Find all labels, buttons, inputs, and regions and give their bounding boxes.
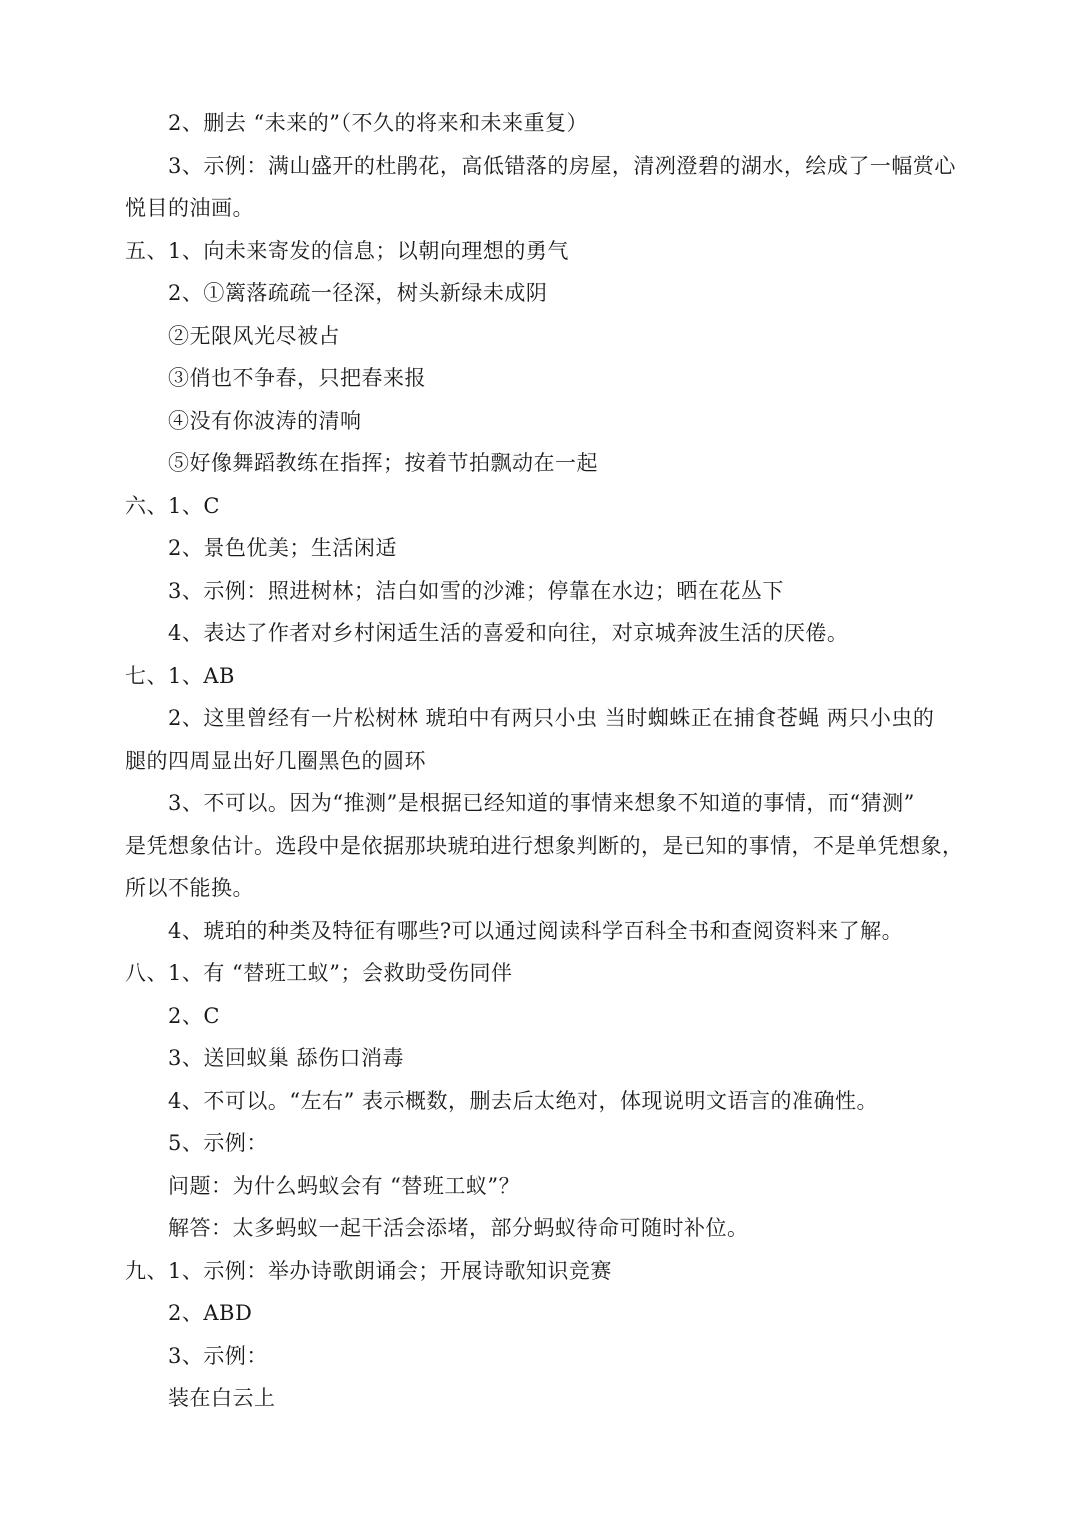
answer-line: ③俏也不争春，只把春来报 [168,366,426,390]
answer-line: ②无限风光尽被占 [168,323,340,348]
answer-line: 5、示例： [168,1131,268,1155]
answer-line: 问题：为什么蚂蚁会有 “替班工蚁”？ [168,1173,521,1198]
answer-line: 4、表达了作者对乡村闲适生活的喜爱和向往，对京城奔波生活的厌倦。 [168,621,849,645]
answer-line: 2、①篱落疏疏一径深，树头新绿未成阴 [168,281,548,305]
answer-line: 3、示例：照进树林；洁白如雪的沙滩；停靠在水边；晒在花丛下 [168,578,784,603]
section-heading-line: 六、1、C [125,493,220,518]
section-heading-line: 八、1、有 “替班工蚁”；会救助受伤同伴 [125,961,513,985]
answer-line: ④没有你波涛的清响 [168,408,362,433]
answer-line: 3、不可以。因为“推测”是根据已经知道的事情来想象不知道的事情，而“猜测” [168,791,915,815]
answer-line: 3、送回蚁巢 舔伤口消毒 [168,1046,405,1070]
answer-line: 2、C [168,1003,220,1028]
section-heading-line: 五、1、向未来寄发的信息；以朝向理想的勇气 [125,238,569,263]
answer-line: 2、ABD [168,1301,253,1325]
answer-line: 装在白云上 [168,1386,276,1410]
section-heading-line: 九、1、示例：举办诗歌朗诵会；开展诗歌知识竞赛 [125,1258,612,1283]
answer-line: 3、示例：满山盛开的杜鹃花，高低错落的房屋，清冽澄碧的湖水，绘成了一幅赏心 [168,153,956,178]
answer-line: 3、示例： [168,1343,268,1368]
answer-line: 悦目的油画。 [125,196,254,220]
answer-line: 所以不能换。 [125,876,254,900]
answer-line: 2、这里曾经有一片松树林 琥珀中有两只小虫 当时蜘蛛正在捕食苍蝇 两只小虫的 [168,706,935,730]
answer-line: 2、删去 “未来的”（不久的将来和未来重复） [168,111,589,135]
answer-line: 是凭想象估计。选段中是依据那块琥珀进行想象判断的，是已知的事情，不是单凭想象， [125,833,964,858]
answer-line: 解答：太多蚂蚁一起干活会添堵，部分蚂蚁待命可随时补位。 [168,1216,749,1240]
answer-line: 4、不可以。“左右” 表示概数，删去后太绝对，体现说明文语言的准确性。 [168,1088,879,1113]
answer-line: 4、琥珀的种类及特征有哪些?可以通过阅读科学百科全书和查阅资料来了解。 [168,918,904,943]
answer-line: ⑤好像舞蹈教练在指挥；按着节拍飘动在一起 [168,451,598,475]
answer-line: 2、景色优美；生活闲适 [168,536,397,560]
section-heading-line: 七、1、AB [125,663,235,688]
answer-line: 腿的四周显出好几圈黑色的圆环 [125,748,426,773]
